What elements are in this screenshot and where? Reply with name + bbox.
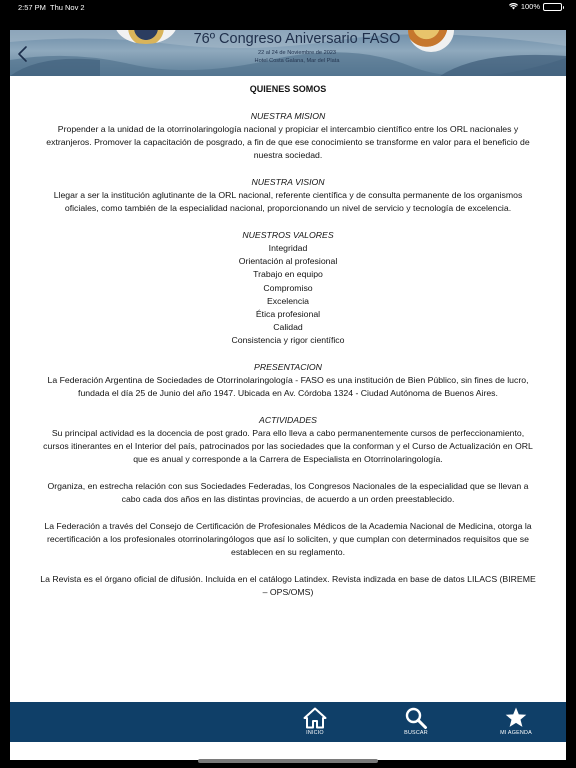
tab-label: MI AGENDA	[500, 730, 532, 736]
actividades-line: recertificación a los profesionales otorrinolaringólogos que así lo soliciten, y que cumplan con determinados requisitos que se	[47, 534, 529, 545]
actividades-line: La Revista es el órgano oficial de difusión. Incluida en el catálogo Latindex. Revista indizada en base de datos LILACS (BIREME	[40, 574, 536, 584]
actividades-paragraph-4	[10, 573, 566, 599]
valor-item: Ética profesional	[255, 309, 321, 320]
valores-list	[10, 242, 566, 348]
banner-venue: Hotel Costa Galana, Mar del Plata	[254, 58, 340, 64]
actividades-line: establecen en su reglamento.	[231, 547, 345, 558]
tab-inicio[interactable]	[283, 705, 347, 739]
vision-text	[10, 189, 566, 215]
banner-dates: 22 al 24 de Noviembre de 2023	[257, 50, 337, 56]
actividades-line: cabo cada dos años en las distintas provincias, de acuerdo a un orden preestablecido.	[121, 494, 455, 505]
battery-icon	[543, 3, 562, 11]
search-icon	[404, 707, 428, 729]
actividades-line: Su principal actividad es la docencia de post grado. Para ello lleva a cabo permanentemente cursos de perfeccionamiento,	[51, 428, 525, 438]
congress-banner	[10, 30, 566, 76]
actividades-line: La Federación a través del Consejo de Certificación de Profesionales Médicos de la Academia Nacional de Medicina, otorga la	[44, 521, 532, 531]
bottom-tab-bar	[10, 702, 566, 742]
presentacion-line: fundada el día 25 de Junio del año 1947. Ubicada en Av. Córdoba 1324 - Ciudad Autónoma de Buenos Aires.	[78, 388, 498, 399]
valor-item: Trabajo en equipo	[253, 269, 323, 280]
actividades-line: cursos itinerantes en el Interior del país, patrocinados por las sociedades que la conforman y el Curso de Actualización en ORL	[43, 441, 533, 452]
valor-item: Compromiso	[263, 282, 313, 293]
valor-item: Excelencia	[266, 295, 309, 306]
wifi-icon	[509, 3, 518, 10]
mision-line: Propender a la unidad de la otorrinolaringología nacional y propiciar el intercambio científico entre los ORL nacionales y	[57, 124, 519, 134]
presentacion-text	[10, 374, 566, 400]
mision-line: nuestra sociedad.	[253, 150, 323, 161]
actividades-line: – OPS/OMS)	[262, 587, 314, 598]
vision-line: oficiales, como también de la especialidad nacional, proporcionando un nivel de servicio y tecnología de excelencia.	[64, 203, 512, 214]
actividades-paragraph-1	[10, 427, 566, 467]
valor-item: Consistencia y rigor científico	[231, 335, 345, 346]
battery-percent: 100%	[520, 2, 540, 11]
status-indicators	[509, 2, 562, 11]
valores-heading: NUESTROS VALORES	[242, 230, 334, 240]
home-icon	[303, 707, 327, 729]
tab-buscar[interactable]	[384, 705, 448, 739]
actividades-line: Organiza, en estrecha relación con sus Sociedades Federadas, los Congresos Nacionales de la especialidad que se llevan a	[47, 481, 529, 491]
presentacion-heading: PRESENTACION	[254, 362, 322, 372]
banner-title: 76º Congreso Aniversario FASO	[193, 31, 401, 47]
app-screen	[10, 30, 566, 760]
status-time: 2:57 PM	[18, 3, 46, 12]
valor-item: Integridad	[268, 243, 308, 253]
mision-text	[10, 123, 566, 163]
valor-item: Calidad	[273, 322, 303, 333]
mision-heading: NUESTRA MISION	[250, 111, 326, 121]
star-icon	[504, 707, 528, 729]
about-content	[10, 76, 566, 702]
vision-heading: NUESTRA VISION	[251, 177, 325, 187]
actividades-paragraph-3	[10, 520, 566, 560]
status-date: Thu Nov 2	[50, 3, 85, 12]
page-title: QUIENES SOMOS	[249, 84, 327, 94]
tab-mi-agenda[interactable]	[484, 705, 548, 739]
vision-line: Llegar a ser la institución aglutinante de la ORL nacional, referente científica y de consulta permanente de los organismos	[53, 190, 523, 200]
actividades-paragraph-2	[10, 480, 566, 506]
presentacion-line: La Federación Argentina de Sociedades de Otorrinolaringología - FASO es una institución de Bien Público, sin fines de lucro,	[47, 375, 529, 385]
home-indicator[interactable]	[198, 759, 378, 763]
back-chevron-icon[interactable]	[16, 45, 30, 63]
actividades-heading: ACTIVIDADES	[259, 415, 317, 425]
status-bar	[0, 0, 576, 14]
valor-item: Orientación al profesional	[238, 256, 338, 267]
mision-line: extranjeros. Promover la capacitación de posgrado, a fin de que ese conocimiento se transforme en valor para el beneficio de	[46, 137, 530, 148]
actividades-line: que es anual y corresponde a la Carrera de Especialista en Otorrinolaringología.	[133, 454, 443, 465]
tab-label: INICIO	[306, 730, 324, 736]
tab-label: BUSCAR	[404, 730, 428, 736]
